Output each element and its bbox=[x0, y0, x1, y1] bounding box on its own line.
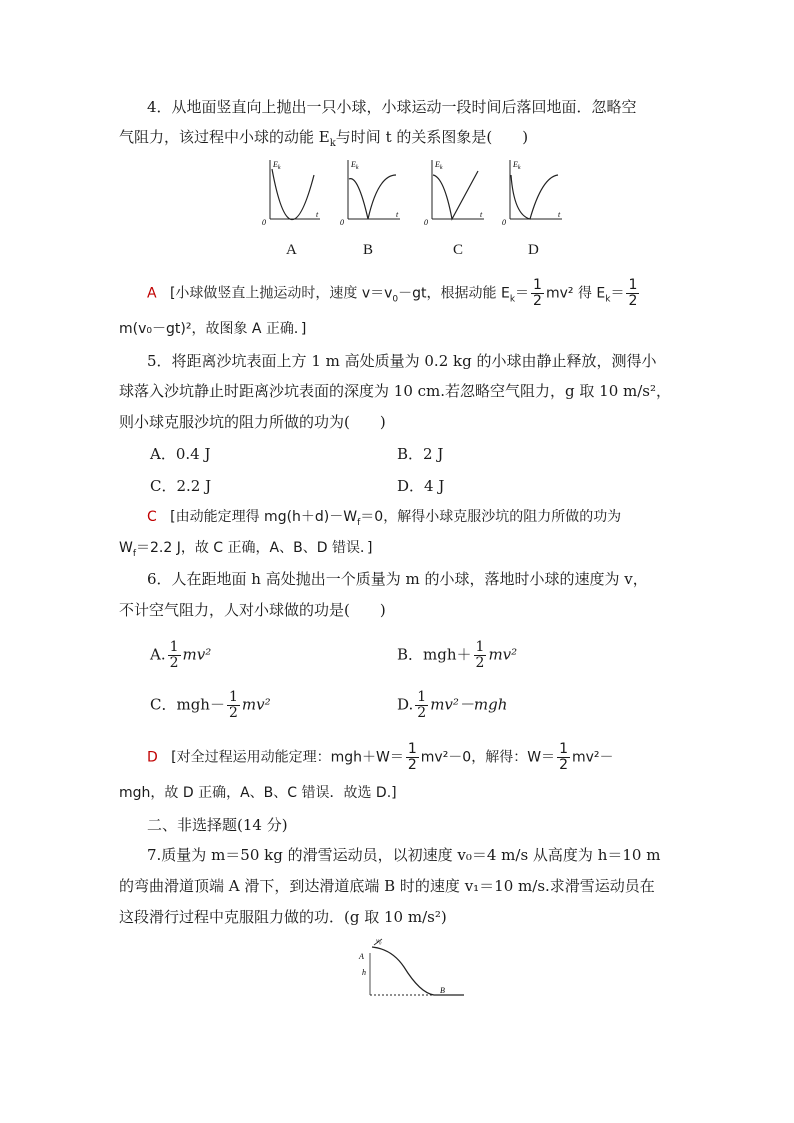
graph-b-xlabel: t bbox=[396, 210, 399, 219]
q6-option-b: B．mgh＋ $\frac{1}{2}$ mv² bbox=[397, 639, 518, 671]
graph-d bbox=[502, 157, 564, 227]
q5-solution-line1: C [由动能定理得 $mg(h+d)-W_f=0$，解得小球克服沙坑的阻力所做的功为 bbox=[147, 509, 622, 528]
q6-solution-line2: mgh，故 D 正确，A、B、C 错误．故选 D.] bbox=[119, 785, 397, 801]
graph-b bbox=[340, 157, 402, 227]
graph-label-d: D bbox=[528, 242, 539, 258]
q6-line2: 不计空气阻力，人对小球做的功是( ) bbox=[119, 601, 386, 619]
q6-option-d: D. $\frac{1}{2}$ mv²－mgh bbox=[397, 689, 508, 721]
q5-line3: 则小球克服沙坑的阻力所做的功为( ) bbox=[119, 413, 386, 431]
q5-answer: C bbox=[147, 509, 157, 525]
q5-option-a: A．0.4 J bbox=[150, 445, 211, 463]
graph-label-a: A bbox=[286, 242, 297, 258]
q4-solution-line2: m(v₀－gt)²，故图象 A 正确．] bbox=[119, 321, 307, 337]
graph-d-xlabel: t bbox=[558, 210, 561, 219]
graph-b-ylabel: $E_k$ bbox=[351, 160, 359, 171]
q7-line2: 的弯曲滑道顶端 A 滑下，到达滑道底端 B 时的速度 v₁＝10 m/s.求滑雪运动员在 bbox=[119, 877, 655, 895]
fraction-half: $\frac{1}{2}$ bbox=[533, 277, 542, 309]
q5-line2: 球落入沙坑静止时距离沙坑表面的深度为 10 cm.若忽略空气阻力，g 取 10 m/s²， bbox=[119, 382, 672, 400]
q5-solution-line2: $W_f=2.2$ J，故 C 正确，A、B、D 错误．] bbox=[119, 540, 373, 559]
q6-line1: 6．人在距地面 h 高处抛出一个质量为 m 的小球，落地时小球的速度为 v， bbox=[147, 570, 648, 588]
figure-v0-label: v₀ bbox=[376, 937, 382, 945]
q5-option-b: B．2 J bbox=[397, 445, 444, 463]
ski-slope-figure bbox=[352, 935, 472, 1005]
graph-c-origin: 0 bbox=[424, 218, 428, 227]
graph-c-ylabel: $E_k$ bbox=[435, 160, 443, 171]
q4-line1: 4．从地面竖直向上抛出一只小球，小球运动一段时间后落回地面．忽略空 bbox=[147, 98, 637, 116]
graph-a bbox=[262, 157, 322, 227]
graph-label-c: C bbox=[453, 242, 464, 258]
graph-a-ylabel: $E_k$ bbox=[273, 160, 281, 171]
q6-answer: D bbox=[147, 749, 158, 766]
graph-label-b: B bbox=[363, 242, 374, 258]
section-heading: 二、非选择题(14 分) bbox=[147, 816, 288, 834]
graph-c-xlabel: t bbox=[480, 210, 483, 219]
graph-b-origin: 0 bbox=[340, 218, 344, 227]
q6-solution-line1: D [对全过程运用动能定理：mgh＋W＝ $\frac{1}{2}$ mv²－0，解得：W＝ $\frac{1}{2}$ mv²－ bbox=[147, 741, 614, 773]
fraction-half: $\frac{1}{2}$ bbox=[628, 277, 638, 309]
q7-line3: 这段滑行过程中克服阻力做的功．(g 取 10 m/s²) bbox=[119, 908, 447, 926]
graph-a-xlabel: t bbox=[316, 210, 319, 219]
q6-option-a: A. $\frac{1}{2}$ mv² bbox=[150, 639, 212, 671]
figure-height-label: h bbox=[362, 968, 366, 977]
figure-point-a: A bbox=[359, 952, 364, 961]
q4-answer: A bbox=[147, 285, 157, 302]
graph-d-origin: 0 bbox=[502, 218, 506, 227]
figure-point-b: B bbox=[440, 986, 445, 995]
graph-a-origin: 0 bbox=[262, 218, 266, 227]
q5-option-d: D．4 J bbox=[397, 477, 445, 495]
q7-line1: 7.质量为 m＝50 kg 的滑雪运动员，以初速度 v₀＝4 m/s 从高度为 h＝10 m bbox=[147, 846, 661, 864]
q5-option-c: C．2.2 J bbox=[150, 477, 212, 495]
graph-c bbox=[424, 157, 486, 227]
q5-line1: 5．将距离沙坑表面上方 1 m 高处质量为 0.2 kg 的小球由静止释放，测得小 bbox=[147, 352, 657, 370]
q4-line2: 气阻力，该过程中小球的动能 $E_k$与时间 t 的关系图象是( ) bbox=[119, 128, 529, 149]
q4-solution-line1: A [小球做竖直上抛运动时，速度 $v=v_0-gt$，根据动能 $E_k=$ $\frac{1}{2}$ mv² 得 $E_k=$ $\frac{1}{2}$ bbox=[147, 277, 638, 309]
q6-option-c: C．mgh－ $\frac{1}{2}$ mv² bbox=[150, 689, 271, 721]
graph-d-ylabel: $E_k$ bbox=[513, 160, 521, 171]
